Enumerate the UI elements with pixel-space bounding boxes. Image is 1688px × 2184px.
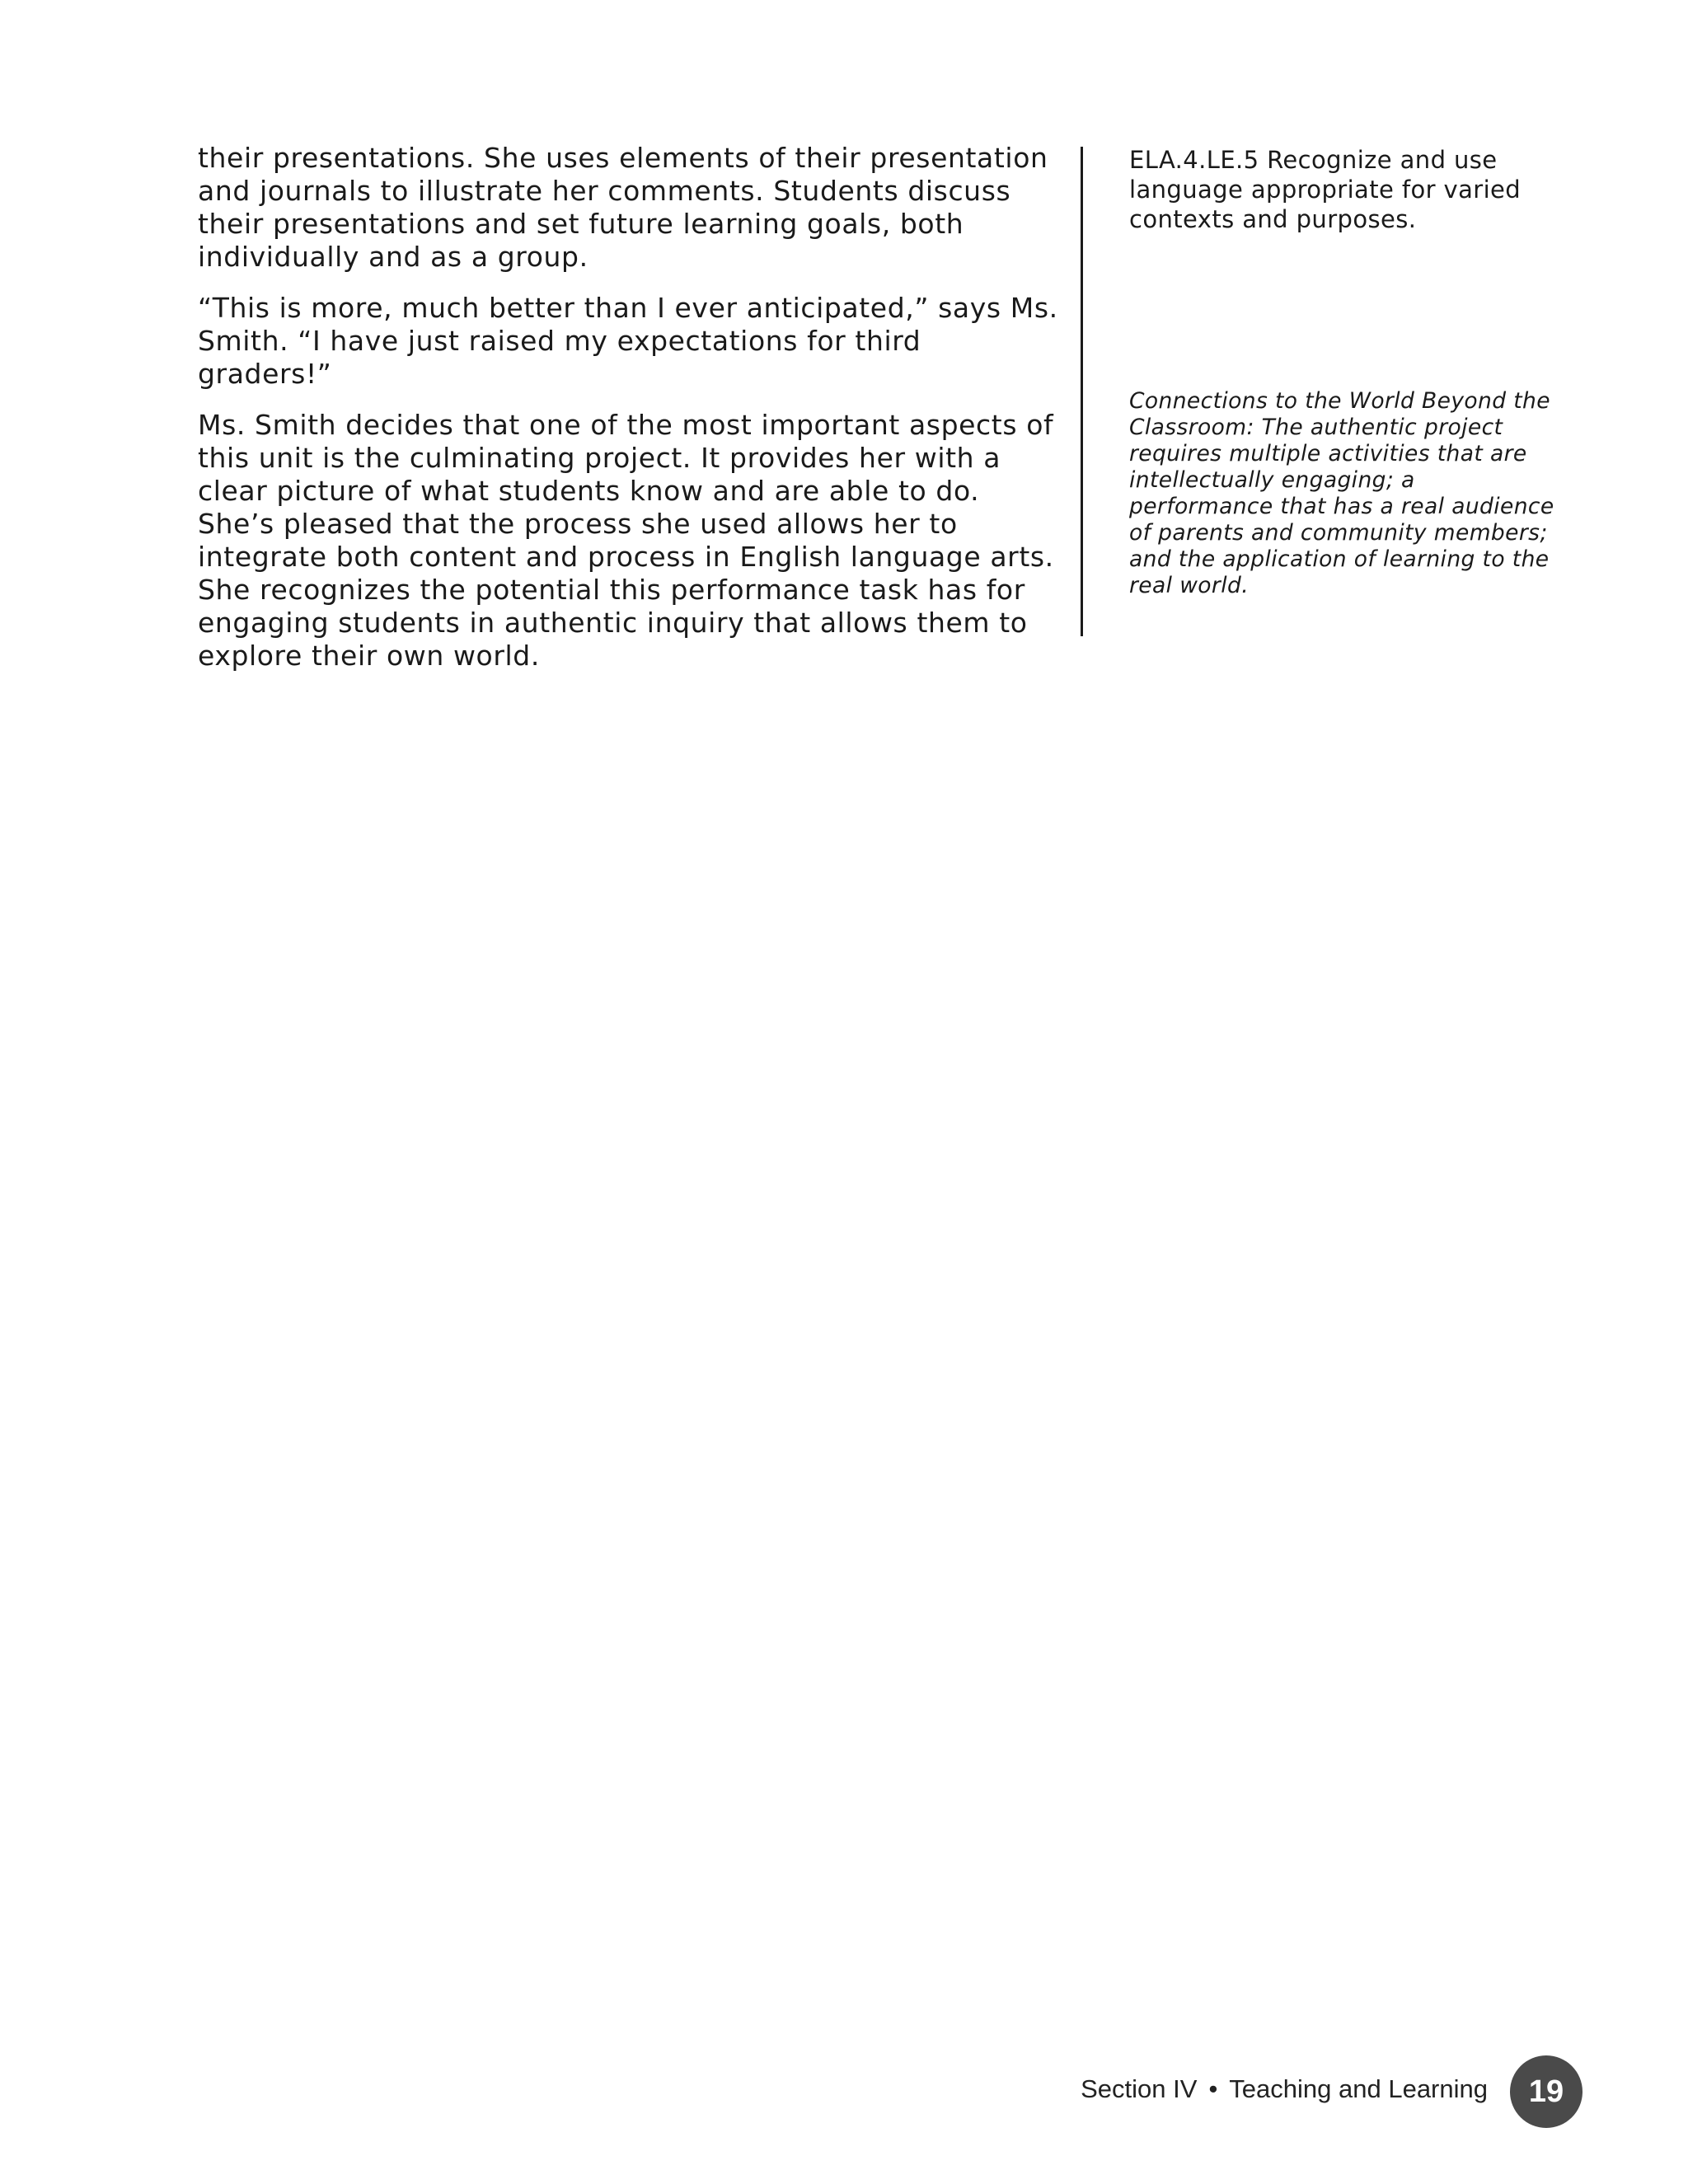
paragraph: “This is more, much better than I ever anticipated,” says Ms. Smith. “I have just raised my expectations for third graders!” [198,292,1058,390]
column-divider [1081,147,1083,636]
footer-label [1081,2074,1488,2104]
sidebar-notes [1129,145,1558,598]
page-footer [1071,2055,1582,2130]
main-text-column [198,142,1059,691]
footer-bullet: • [1208,2074,1218,2103]
standard-note: ELA.4.LE.5 Recognize and use language appropriate for varied contexts and purposes. [1129,146,1522,233]
footer-section: Section IV [1081,2074,1198,2103]
paragraph: Ms. Smith decides that one of the most important aspects of this unit is the culminating project. It provides her with a clear picture of what students know and are able to do. She’s pleased that the process she used allows her to integrate both content and process in English language arts. She recognizes the potential this performance task has for engaging students in authentic inquiry that allows them to explore their own world. [198,409,1054,672]
page-number-badge: 19 [1510,2055,1582,2128]
footer-title: Teaching and Learning [1229,2074,1488,2103]
connections-note: Connections to the World Beyond the Classroom: The authentic project requires multiple activities that are intellectually engaging; a performance that has a real audience of parents and community members; and the application of learning to the real world. [1129,388,1554,598]
paragraph: their presentations. She uses elements of their presentation and journals to illustrate her comments. Students discuss their presentations and set future learning goals, both individually and as a group. [198,142,1048,273]
